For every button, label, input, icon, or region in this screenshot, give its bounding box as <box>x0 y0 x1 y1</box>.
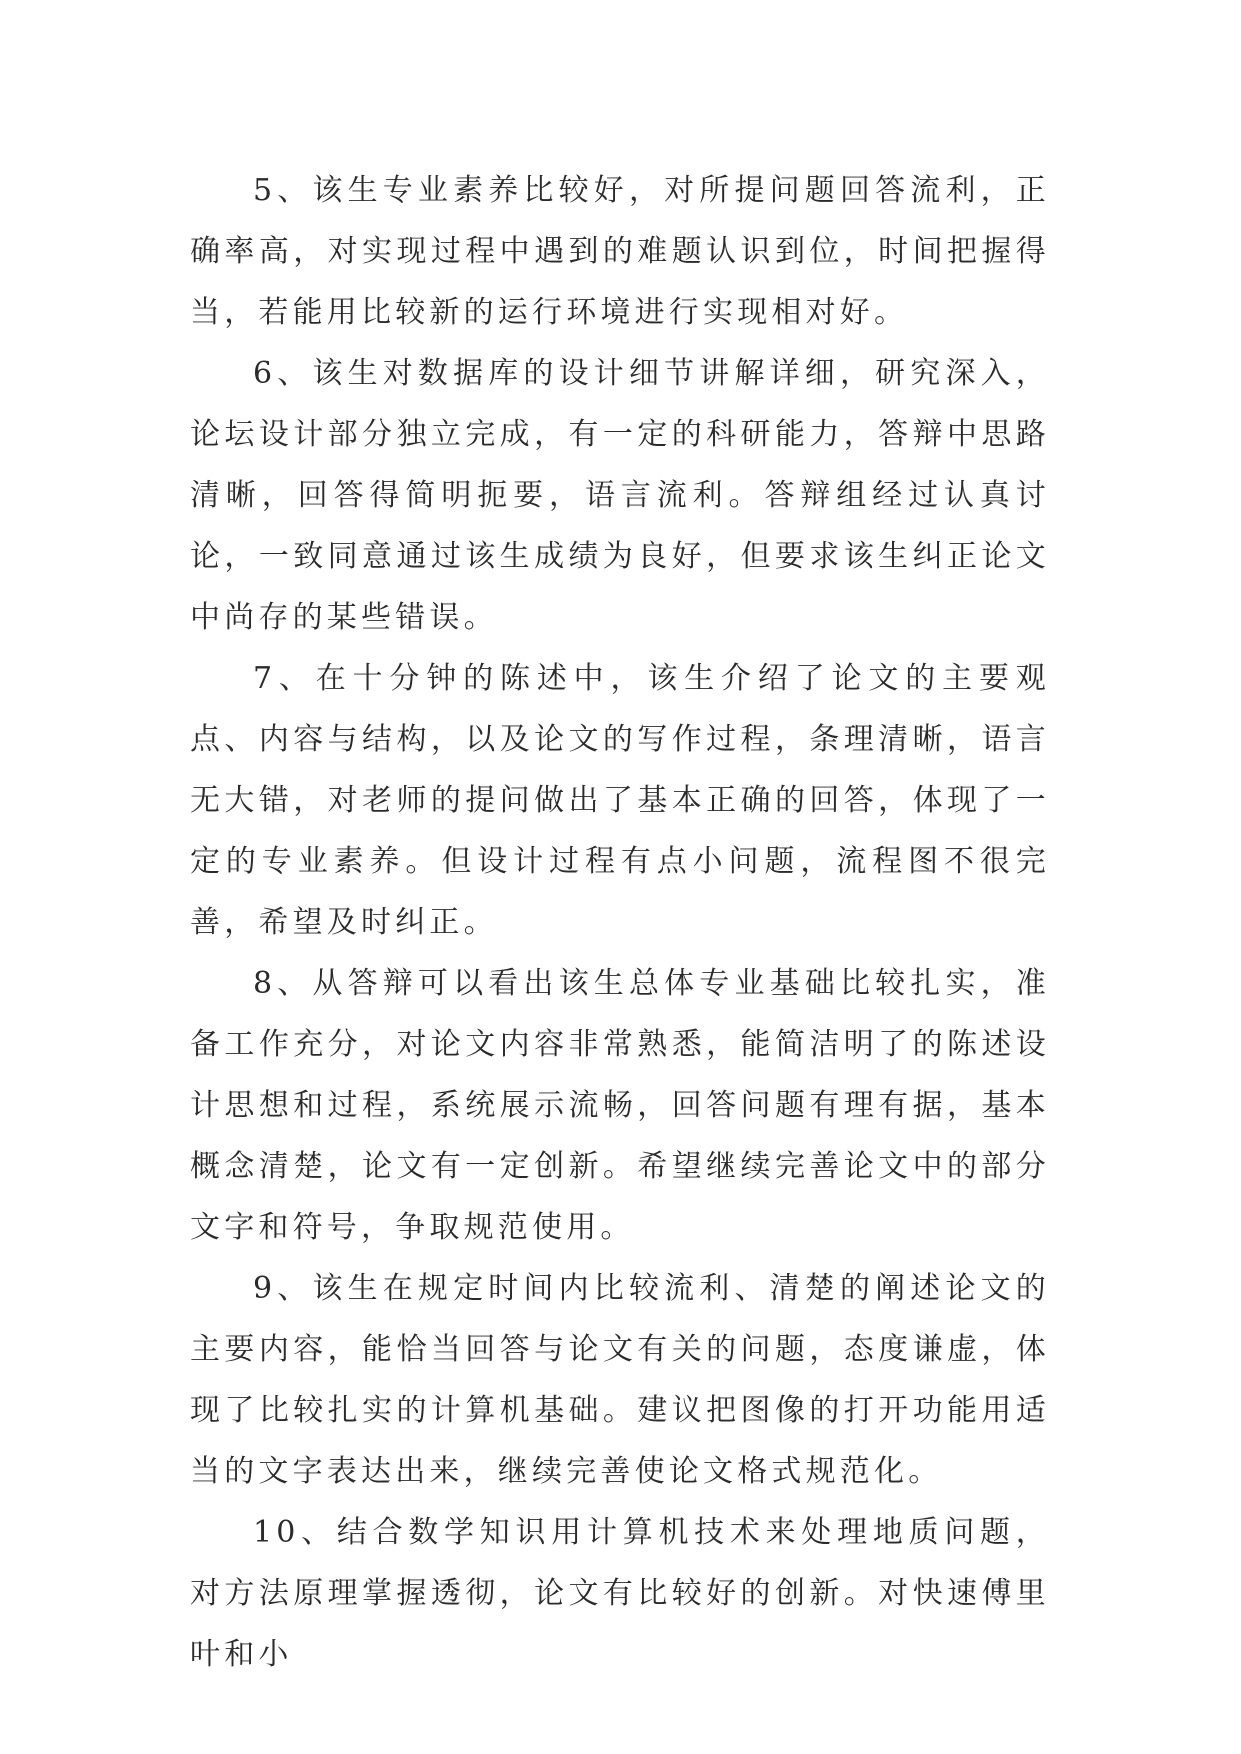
comment-paragraph-5: 5、该生专业素养比较好，对所提问题回答流利，正确率高，对实现过程中遇到的难题认识到位，时间把握得当，若能用比较新的运行环境进行实现相对好。 <box>190 173 1050 330</box>
comment-paragraph-6: 6、该生对数据库的设计细节讲解详细，研究深入，论坛设计部分独立完成，有一定的科研能力，答辩中思路清晰，回答得简明扼要，语言流利。答辩组经过认真讨论，一致同意通过该生成绩为良好，但要求该生纠正论文中尚存的某些错误。 <box>190 356 1050 635</box>
document-page <box>190 160 1050 1685</box>
comment-paragraph-9: 9、该生在规定时间内比较流利、清楚的阐述论文的主要内容，能恰当回答与论文有关的问题，态度谦虚，体现了比较扎实的计算机基础。建议把图像的打开功能用适当的文字表达出来，继续完善使论文格式规范化。 <box>190 1271 1050 1489</box>
comment-paragraph-7: 7、在十分钟的陈述中，该生介绍了论文的主要观点、内容与结构，以及论文的写作过程，条理清晰，语言无大错，对老师的提问做出了基本正确的回答，体现了一定的专业素养。但设计过程有点小问题，流程图不很完善，希望及时纠正。 <box>190 661 1050 940</box>
comment-paragraph-8: 8、从答辩可以看出该生总体专业基础比较扎实，准备工作充分，对论文内容非常熟悉，能简洁明了的陈述设计思想和过程，系统展示流畅，回答问题有理有据，基本概念清楚，论文有一定创新。希望继续完善论文中的部分文字和符号，争取规范使用。 <box>190 966 1050 1245</box>
comment-paragraph-10: 10、结合数学知识用计算机技术来处理地质问题，对方法原理掌握透彻，论文有比较好的创新。对快速傅里叶和小 <box>190 1515 1050 1672</box>
